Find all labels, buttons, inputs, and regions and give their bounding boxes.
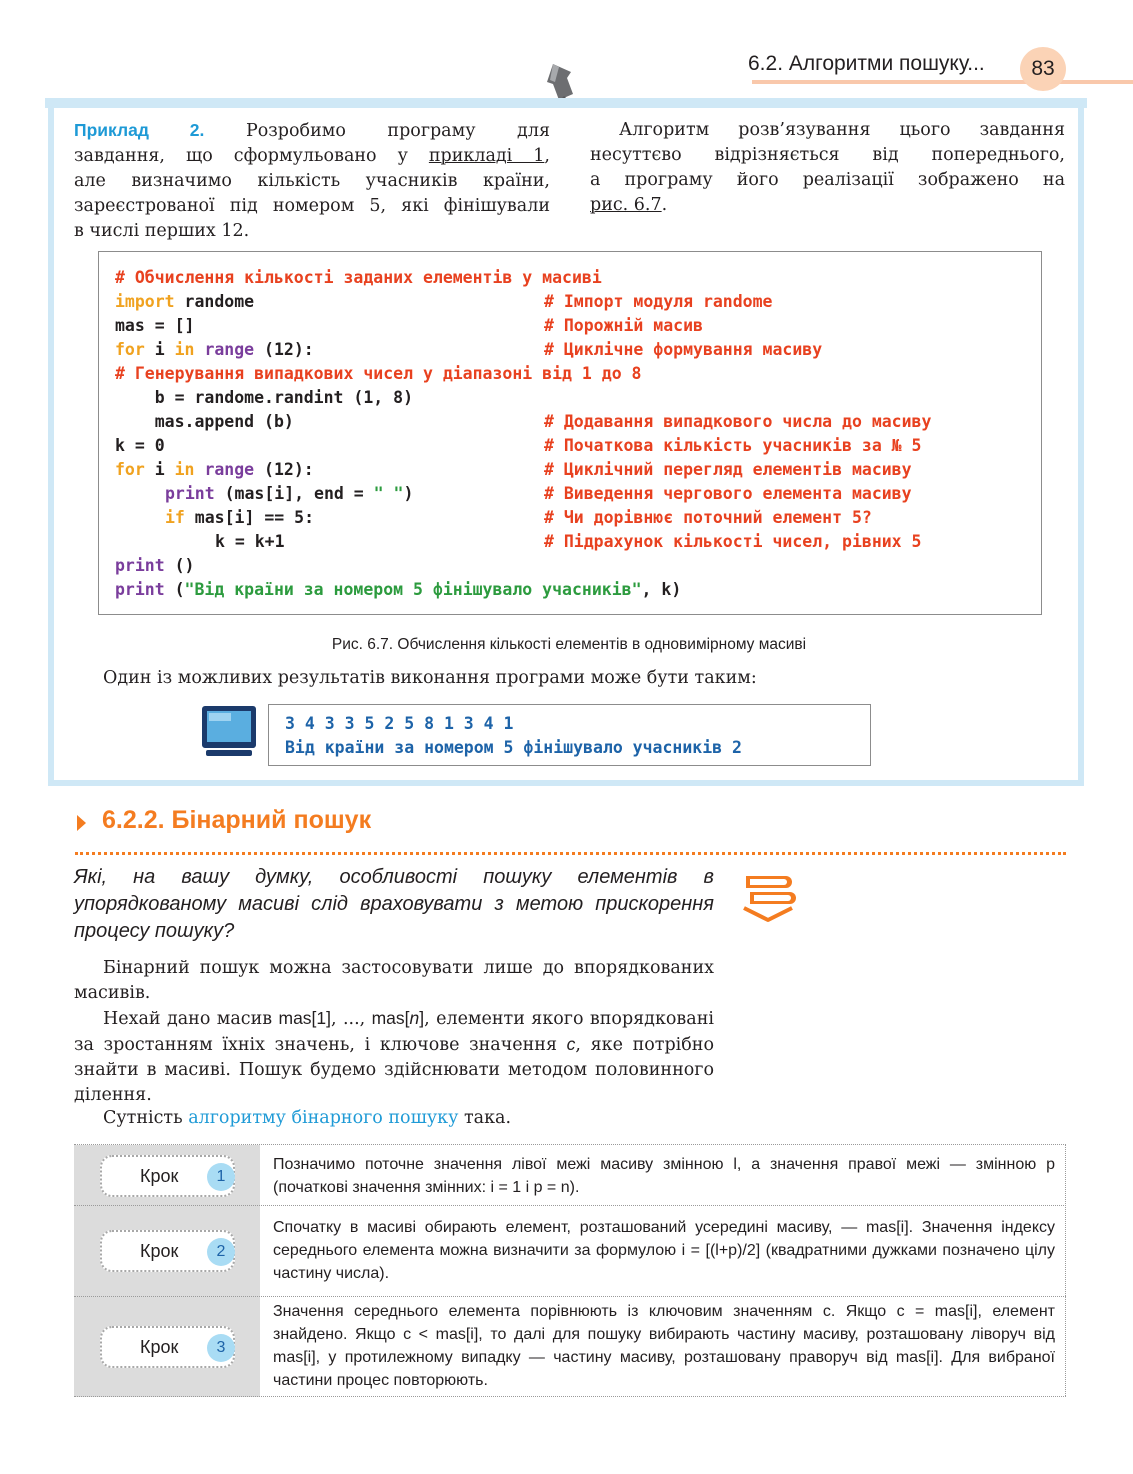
code-line-6: b = randome.randint (1, 8) — [115, 388, 414, 407]
section-divider — [75, 852, 1066, 855]
example-label: Приклад 2. — [74, 120, 205, 140]
paragraph-binary-3: Сутність алгоритму бінарного пошуку така. — [103, 1108, 512, 1128]
books-icon — [740, 868, 798, 926]
example-text: Алгоритм розв’язування цього завдання — [619, 120, 1065, 140]
code-comment-10: # Виведення чергового елемента масиву — [544, 484, 912, 503]
code-line-12: k = k+1 — [215, 532, 285, 551]
example-right-text — [590, 118, 1065, 218]
steps-table — [74, 1144, 1066, 1396]
example-text: Розробимо програму для — [245, 121, 550, 141]
figure-6-7-link[interactable]: рис. 6.7 — [590, 195, 662, 215]
code-comment-9: # Циклічний перегляд елементів масиву — [544, 460, 912, 479]
step-word: Крок — [140, 1166, 179, 1186]
example-left-text — [74, 118, 550, 244]
step-text: Значення середнього елемента порівнюють із ключовим значенням c. Якщо c = mas[i], елемент знайдено. Якщо c < mas[i], то далі для пошуку вибирають частину масиву, розташовану ліворуч від mas[i], у протилежному випадку — частину масиву, розташовану праворуч від mas[i]. Для вибраної частини процес повторюють. — [273, 1303, 1055, 1389]
step-number-badge: 1 — [207, 1163, 235, 1191]
code-line-10: print (mas[i], end = " ") — [165, 484, 414, 503]
code-line-13: print () — [115, 556, 195, 575]
code-listing — [98, 251, 1042, 615]
code-comment-12: # Підрахунок кількості чисел, рівних 5 — [544, 532, 922, 551]
header-underline — [752, 80, 1133, 84]
step-word: Крок — [140, 1337, 179, 1357]
step-row-2 — [74, 1205, 1066, 1297]
code-line-9: for i in range (12): — [115, 460, 314, 479]
step-label — [100, 1326, 235, 1368]
example-text: завдання, що сформульовано у — [74, 146, 408, 166]
program-output — [268, 704, 871, 766]
monitor-icon — [200, 704, 258, 760]
code-line-14: print ("Від країни за номером 5 фінішувало учасників", k) — [115, 580, 682, 599]
code-line-7: mas.append (b) — [115, 412, 294, 431]
code-line-3: mas = [] — [115, 316, 195, 335]
code-line-1: # Обчислення кількості заданих елементів у масиві — [115, 268, 602, 287]
step-label — [100, 1230, 235, 1272]
page-number: 83 — [1020, 47, 1066, 91]
discussion-question: Які, на вашу думку, особливості пошуку елементів в упорядкованому масиві слід враховувати з метою прискорення процесу пошуку? — [74, 866, 714, 942]
step-word: Крок — [140, 1241, 179, 1261]
example-text: несуттєво відрізняється від попереднього, — [590, 145, 1065, 165]
example-text: зареєстрованої під номером 5, які фінішували — [74, 196, 550, 216]
step-number-badge: 3 — [207, 1334, 235, 1362]
running-header: 6.2. Алгоритми пошуку... — [748, 52, 985, 75]
paragraph-binary-1: Бінарний пошук можна застосовувати лише до впорядкованих масивів. — [74, 958, 714, 1003]
paragraph-binary-2: Нехай дано масив mas[1], ..., mas[n], елементи якого впорядковані за зростанням їхніх значень, і ключове значення c, яке потрібно знайти в масиві. Пошук будемо здійснювати методом половинного ділення. — [74, 1008, 714, 1105]
code-comment-4: # Циклічне формування масиву — [544, 340, 823, 359]
code-comment-3: # Порожній масив — [544, 316, 703, 335]
step-row-3 — [74, 1296, 1066, 1397]
example-text: в числі перших 12. — [74, 221, 250, 241]
code-comment-2: # Імпорт модуля randome — [544, 292, 773, 311]
example-text: . — [661, 195, 668, 215]
example-text: але визначимо кількість учасників країни, — [74, 171, 550, 191]
code-line-2: import randome — [115, 292, 255, 311]
step-number-badge: 2 — [207, 1238, 235, 1266]
code-line-11: if mas[i] == 5: — [165, 508, 315, 527]
step-row-1 — [74, 1144, 1066, 1206]
code-line-8: k = 0 — [115, 436, 165, 455]
step-label — [100, 1155, 235, 1197]
example-1-link[interactable]: прикладі 1 — [428, 146, 545, 166]
code-line-5: # Генерування випадкових чисел у діапазоні від 1 до 8 — [115, 364, 642, 383]
code-comment-7: # Додавання випадкового числа до масиву — [544, 412, 932, 431]
step-text: Спочатку в масиві обирають елемент, розташований усередині масиву, — mas[i]. Значення індексу середнього елемента можна визначити за формулою i = [(l+p)/2] (квадратними дужками позначено цілу частину числа). — [273, 1219, 1055, 1282]
example-text: а програму його реалізації зображено на — [590, 170, 1065, 190]
code-comment-11: # Чи дорівнює поточний елемент 5? — [544, 508, 872, 527]
result-lead-text: Один із можливих результатів виконання програми може бути таким: — [103, 668, 757, 688]
code-comment-8: # Початкова кількість учасників за № 5 — [544, 436, 922, 455]
section-arrow-icon — [77, 815, 86, 831]
output-line-1: 3 4 3 3 5 2 5 8 1 3 4 1 — [285, 714, 514, 733]
code-line-4: for i in range (12): — [115, 340, 314, 359]
step-text: Позначимо поточне значення лівої межі масиву змінною l, а значення правої межі — змінною p (початкові значення змінних: і = 1 і p = n). — [273, 1156, 1055, 1196]
section-title: 6.2.2. Бінарний пошук — [102, 806, 372, 834]
binary-search-link[interactable]: алгоритму бінарного пошуку — [188, 1108, 459, 1128]
figure-caption: Рис. 6.7. Обчислення кількості елементів в одновимірному масиві — [331, 636, 807, 653]
example-text: , — [544, 146, 550, 166]
output-line-2: Від країни за номером 5 фінішувало учасників 2 — [285, 738, 742, 757]
